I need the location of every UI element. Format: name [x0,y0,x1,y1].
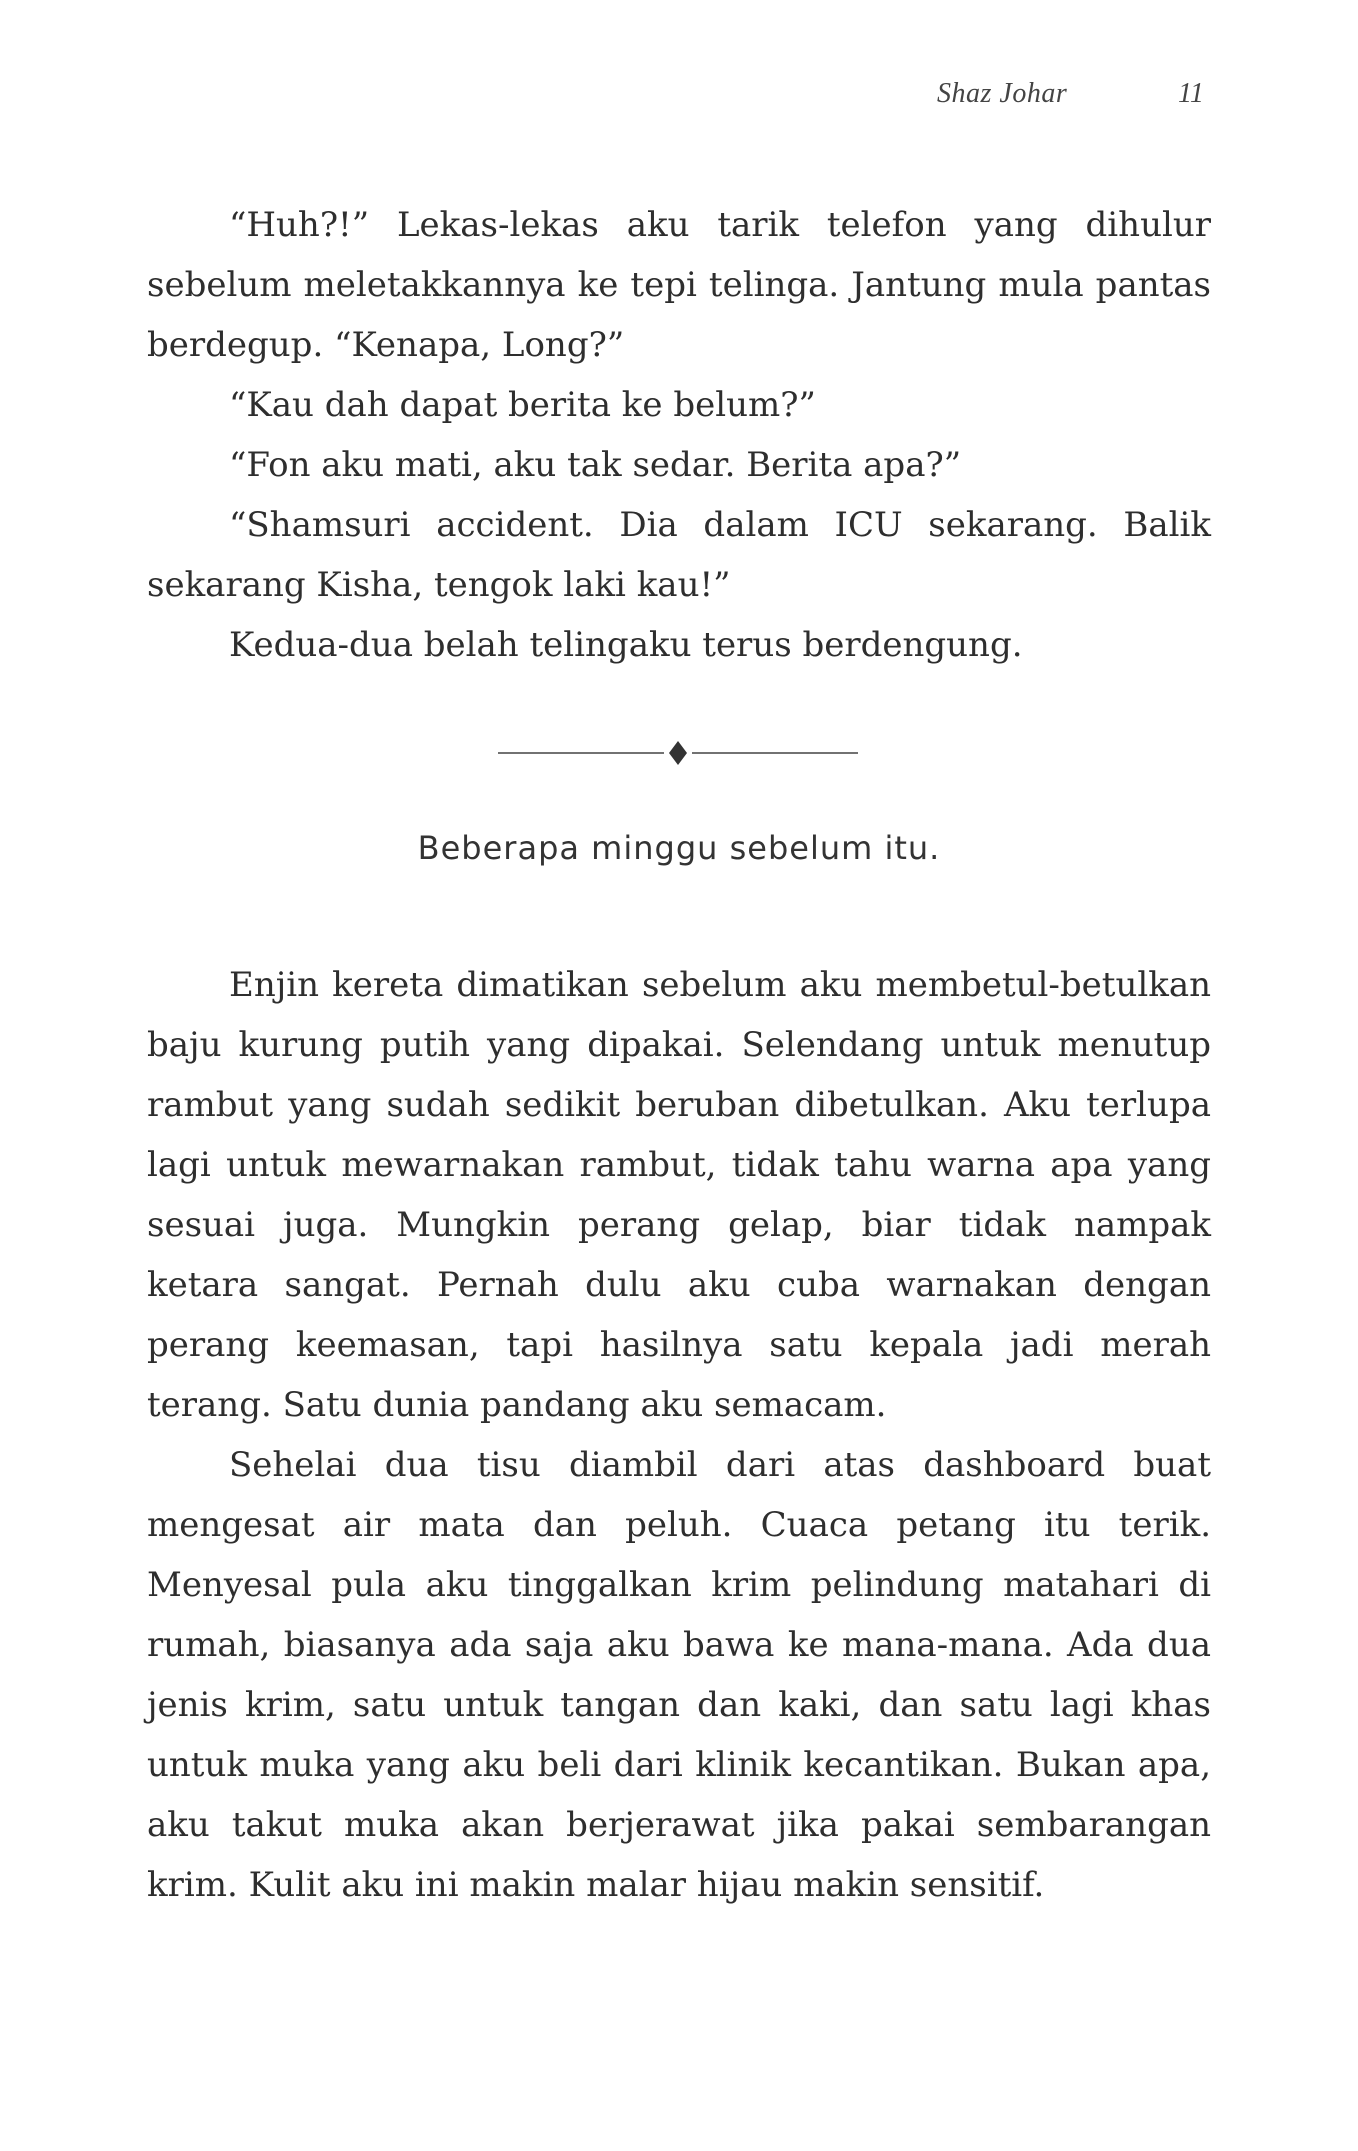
running-head-author: Shaz Johar [937,78,1068,109]
page-number: 11 [1178,78,1204,109]
paragraph: Sehelai dua tisu diambil dari atas dashboard buat mengesat air mata dan peluh. Cuaca petang itu terik. Menyesal pula aku tinggalkan krim pelindung matahari di rumah, biasanya ada saja aku bawa ke mana-mana. Ada dua jenis krim, satu untuk tangan dan kaki, dan satu lagi khas untuk muka yang aku beli dari klinik kecantikan. Bukan apa, aku takut muka akan berjerawat jika pakai sembarangan krim. Kulit aku ini makin malar hijau makin sensitif. [147,1445,1211,1905]
page-header [0,78,1358,118]
paragraph: Kedua-dua belah telingaku terus berdengung. [229,625,1023,665]
paragraph: “Shamsuri accident. Dia dalam ICU sekarang. Balik sekarang Kisha, tengok laki kau!” [147,505,1211,605]
section-divider-ornament [498,738,858,768]
section-heading: Beberapa minggu sebelum itu. [417,829,941,867]
paragraph: “Kau dah dapat berita ke belum?” [229,385,816,425]
dialogue-block [147,195,1211,675]
paragraph: “Huh?!” Lekas-lekas aku tarik telefon yang dihulur sebelum meletakkannya ke tepi telinga. Jantung mula pantas berdegup. “Kenapa, Long?” [147,205,1211,365]
paragraph: Enjin kereta dimatikan sebelum aku membetul-betulkan baju kurung putih yang dipakai. Selendang untuk menutup rambut yang sudah sedikit beruban dibetulkan. Aku terlupa lagi untuk mewarnakan rambut, tidak tahu warna apa yang sesuai juga. Mungkin perang gelap, biar tidak nampak ketara sangat. Pernah dulu aku cuba warnakan dengan perang keemasan, tapi hasilnya satu kepala jadi merah terang. Satu dunia pandang aku semacam. [147,965,1211,1425]
paragraph: “Fon aku mati, aku tak sedar. Berita apa?” [229,445,962,485]
narrative-block [147,955,1211,1915]
